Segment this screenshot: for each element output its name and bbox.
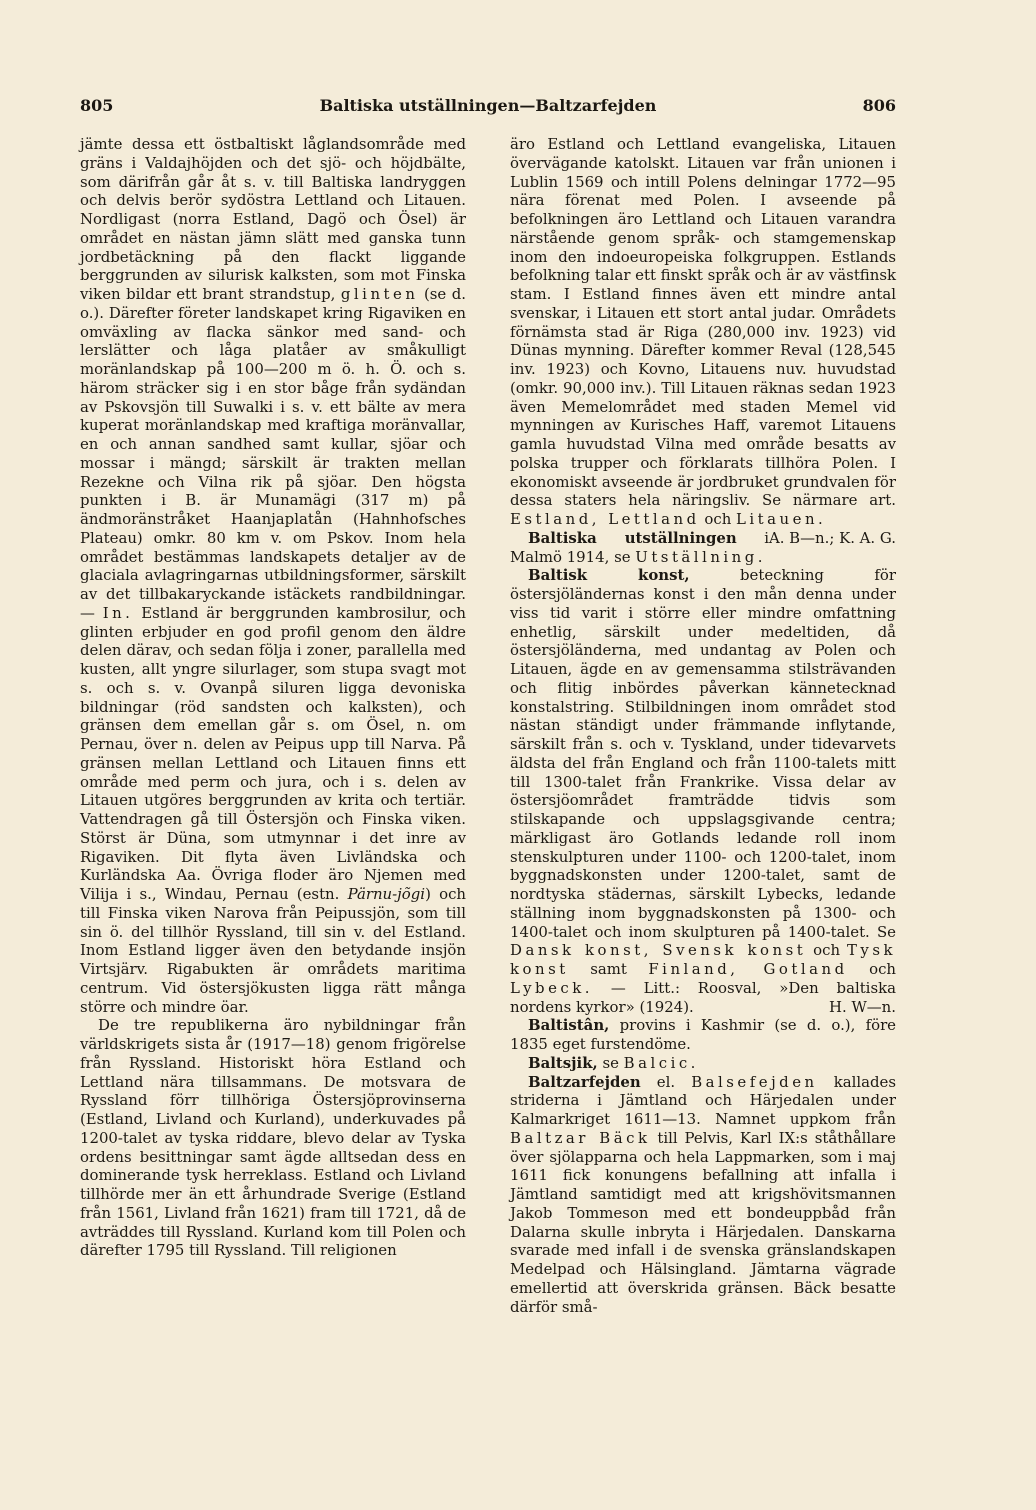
right-column [510, 135, 896, 1316]
entry-baltisk-konst: Baltisk konst, beteckning för östersjöländernas konst i den mån denna under viss tid varit i större eller mindre omfattning enhetlig, särskilt under medeltiden, då östersjöländerna, med undantag av Polen och Litauen, ägde en av gemensamma stilsträvanden och flitig inbördes påverkan kännetecknad konstalstring. Stilbildningen inom området stod nästan ständigt under främmande inflytande, särskilt från s. och v. Tyskland, under tidevarvets äldsta del från England och från 1100-talets mitt till 1300-talet från Frankrike. Vissa delar av östersjöområdet framträdde tidvis som stilskapande och uppslagsgivande centra; märkligast äro Gotlands ledande roll inom stenskulpturen under 1100- och 1200-talet, inom byggnadskonsten under 1200-talet, samt de nordtyska städernas, särskilt Lybecks, ledande ställning inom byggnadskonsten på 1300- och 1400-talet och inom skulpturen på 1400-talet. Se Dansk konst, Svensk konst och Tysk konst samt Finland, Gotland och Lybeck. — Litt.: Roosval, »Den baltiska nordens kyrkor» (1924). H. W—n. [510, 566, 897, 1016]
headword: Baltisk konst, [528, 566, 690, 585]
signature: A. B—n.; K. A. G. [768, 528, 896, 547]
running-title: Baltiska utställningen—Baltzarfejden [319, 96, 657, 115]
page-header [80, 96, 896, 122]
paragraph: jämte dessa ett östbaltiskt låglandsområde med gräns i Valdajhöjden och det sjö- och höjdbälte, som därifrån går åt s. v. till Baltiska landryggen och delvis berör sydöstra Lettland och Litauen. Nordligast (norra Estland, Dagö och Ösel) är området en nästan jämn slätt med ganska tunn jordbetäckning på den flackt liggande berggrunden av silurisk kalksten, som mot Finska viken bildar ett brant strandstup, glinten (se d. o.). Därefter företer landskapet kring Rigaviken en omväxling av flacka sänkor med sand- och lerslätter och låga platåer av småkulligt moränlandskap på 100—200 m ö. h. Ö. och s. härom sträcker sig i en stor båge från sydändan av Pskovsjön till Suwalki i s. v. ett bälte av mera kuperat moränlandskap med kraftiga moränvallar, en och annan sandhed samt kullar, sjöar och mossar i mängd; särskilt är trakten mellan Rezekne och Vilna rik på sjöar. Den högsta punkten i B. är Munamägi (317 m) på ändmoränstråket Haanjaplatån (Hahnhofsches Plateau) omkr. 80 km v. om Pskov. Inom hela området bestämmas landskapets detaljer av de glaciala avlagringarnas utbildningsformer, särskilt av det tillbakaryckande istäckets randbildningar. — In. Estland är berggrunden kambrosilur, och glinten erbjuder en god profil genom den äldre delen därav, och sedan följa i zoner, parallella med kusten, allt yngre silurlager, som stupa svagt mot s. och s. v. Ovanpå siluren ligga devoniska bildningar (röd sandsten och kalksten), och gränsen dem emellan går s. om Ösel, n. om Pernau, över n. delen av Peipus upp till Narva. På gränsen mellan Lettland och Litauen finns ett område med perm och jura, och i s. delen av Litauen utgöres berggrunden av krita och tertiär. Vattendragen gå till Östersjön och Finska viken. Störst är Düna, som utmynnar i det inre av Rigaviken. Dit flyta även Livländska och Kurländska Aa. Övriga floder äro Njemen med Vilija i s., Windau, Pernau (estn. Pärnu-jõgi) och till Finska viken Narova från Peipussjön, som till sin ö. del tillhör Ryssland, till sin v. del Estland. Inom Estland ligger även den betydande insjön Virtsjärv. Rigabukten är områdets maritima centrum. Vid östersjökusten ligga rätt många större och mindre öar. [80, 135, 467, 1016]
page-number-right: 806 [862, 96, 896, 115]
left-column [80, 135, 466, 1260]
headword: Baltsjik, [528, 1053, 598, 1072]
entry-baltsjik: Baltsjik, se Balcic. [528, 1053, 699, 1072]
page-number-left: 805 [80, 96, 114, 115]
headword: Baltiska utställningen [528, 528, 737, 547]
paragraph: äro Estland och Lettland evangeliska, Litauen övervägande katolskt. Litauen var från unionen i Lublin 1569 och intill Polens delningar 1772—95 nära förenat med Polen. I avseende på befolkningen äro Lettland och Litauen varandra närstående genom språk- och stamgemenskap inom den indoeuropeiska folkgruppen. Estlands befolkning talar ett finskt språk och är av västfinsk stam. I Estland finnes även ett mindre antal svenskar, i Litauen ett stort antal judar. Områdets förnämsta stad är Riga (280,000 inv. 1923) vid Dünas mynning. Därefter kommer Reval (128,545 inv. 1923) och Kovno, Litauens nuv. huvudstad (omkr. 90,000 inv.). Till Litauen räknas sedan 1923 även Memelområdet med staden Memel vid mynningen av Kurisches Haff, varemot Litauens gamla huvudstad Vilna med område besatts av polska trupper och förklarats tillhöra Polen. I ekonomiskt avseende är jordbruket grundvalen för dessa staters hela näringsliv. Se närmare art. Estland, Lettland och Litauen. A. B—n.; K. A. G. [510, 135, 896, 547]
signature: H. W—n. [829, 997, 896, 1016]
headword: Baltistân, [528, 1016, 610, 1035]
cross-reference[interactable]: Utställning. [635, 547, 767, 566]
cross-reference[interactable]: Litauen. [736, 510, 827, 528]
entry-baltzarfejden: Baltzarfejden el. Balsefejden kallades striderna i Jämtland och Härjedalen under Kalmarkriget 1611—13. Namnet uppkom från Baltzar Bäck till Pelvis, Karl IX:s ståthållare över sjölapparna och hela Lappmarken, som i maj 1611 fick konungens befallning att infalla i Jämtland samtidigt med att krigshövitsmannen Jakob Tommeson med ett bondeuppbåd från Dalarna skulle inbryta i Härjedalen. Danskarna svarade med infall i de svenska gränslandskapen Medelpad och Hälsingland. Jämtarna vägrade emellertid att överskrida gränsen. Bäck besatte därför små- [510, 1072, 897, 1316]
paragraph: De tre republikerna äro nybildningar från världskrigets sista år (1917—18) genom frigörelse från Ryssland. Historiskt höra Estland och Lettland nära tillsammans. De motsvara de Ryssland förr tillhöriga Östersjöprovinserna (Estland, Livland och Kurland), underkuvades på 1200-talet av tyska riddare, blevo delar av Tyska ordens besittningar samt ägde alltsedan dess en dominerande tysk herreklass. Estland och Livland tillhörde mer än ett århundrade Sverige (Estland från 1561, Livland från 1621) fram till 1721, då de avträddes till Ryssland. Kurland kom till Polen och därefter 1795 till Ryssland. Till religionen [80, 1016, 466, 1260]
cross-reference[interactable]: Finland, Gotland [648, 960, 848, 978]
cross-reference[interactable]: Estland, Lettland [510, 510, 700, 528]
cross-reference[interactable]: Lybeck. [510, 978, 593, 997]
cross-reference[interactable]: glinten [340, 285, 419, 303]
cross-reference[interactable]: Tysk konst [510, 941, 896, 978]
entry-baltiska-utstallningen: Baltiska utställningen i Malmö 1914, se Utställning. [510, 528, 769, 566]
headword: Baltzarfejden [528, 1072, 641, 1091]
entry-baltistan: Baltistân, provins i Kashmir (se d. o.), före 1835 eget furstendöme. [510, 1016, 896, 1053]
cross-reference[interactable]: Balcic. [623, 1053, 699, 1072]
cross-reference[interactable]: Dansk konst, Svensk konst [510, 941, 807, 960]
